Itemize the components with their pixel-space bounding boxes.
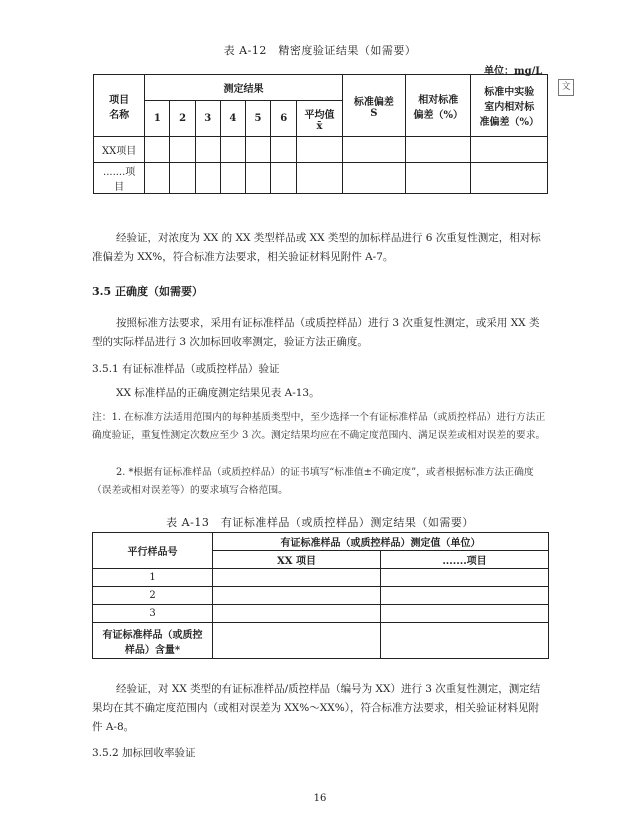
table-row: [93, 605, 549, 623]
header-rep-1: 1: [145, 101, 170, 137]
accuracy-conclusion: 经验证，对 XX 类型的有证标准样品/质控样品（编号为 XX）进行 3 次重复性测定，测定结果均在其不确定度范围内（或相对误差为 XX%～XX%），符合标准方法要求，相关验证材料见附件 A-8。: [92, 683, 541, 733]
table-row: [93, 587, 549, 605]
table12-caption: 表 A-12 精密度验证结果（如需要）: [223, 44, 417, 57]
header-mean: 平均值 x̄: [297, 101, 342, 137]
table-row: [93, 623, 549, 659]
row-label: 3: [93, 605, 213, 623]
table13-reference: XX 标准样品的正确度测定结果见表 A-13。: [116, 387, 320, 399]
header-item-name: 项目 名称: [94, 75, 145, 137]
precision-table: [93, 74, 548, 194]
header-rep-4: 4: [220, 101, 245, 137]
row-label: XX项目: [94, 137, 145, 163]
header-standard-deviation: 标准偏差 S: [342, 75, 405, 137]
header-rep-6: 6: [271, 101, 297, 137]
page-number: 16: [313, 793, 327, 804]
header-relative-sd: 相对标准 偏差（%）: [406, 75, 471, 137]
header-lab-relative-sd: 标准中实验 室内相对标 准偏差（%）: [471, 75, 548, 137]
section-3-5-2-heading: 3.5.2 加标回收率验证: [92, 747, 196, 759]
side-panel-icon[interactable]: 文: [558, 79, 574, 96]
row-label: 2: [93, 587, 213, 605]
header-rep-5: 5: [245, 101, 270, 137]
header-other-item: .......项目: [381, 551, 549, 569]
header-measured-values: 有证标准样品（或质控样品）测定值（单位）: [213, 533, 549, 551]
table13-caption: 表 A-13 有证标准样品（或质控样品）测定结果（如需要）: [166, 516, 474, 529]
row-label: 1: [93, 569, 213, 587]
header-sample-number: 平行样品号: [93, 533, 213, 569]
note-2: 2. *根据有证标准样品（或质控样品）的证书填写“标准值±不确定度”，或者根据标准方法正确度（误差或相对误差等）的要求填写合格范围。: [92, 467, 534, 496]
row-label-content: 有证标准样品（或质控 样品）含量*: [93, 623, 213, 659]
header-rep-2: 2: [170, 101, 195, 137]
precision-conclusion: 经验证，对浓度为 XX 的 XX 类型样品或 XX 类型的加标样品进行 6 次重复性测定，相对标准偏差为 XX%，符合标准方法要求，相关验证材料见附件 A-7。: [92, 232, 541, 263]
header-measurement-results: 测定结果: [145, 75, 342, 101]
row-label: .......项 目: [94, 163, 145, 194]
note-1: 注：1. 在标准方法适用范围内的每种基质类型中，至少选择一个有证标准样品（或质控样品）进行方法正确度验证，重复性测定次数应至少 3 次。测定结果均应在不确定度范围内、满足误差或相对误差的要求。: [92, 412, 546, 441]
header-rep-3: 3: [195, 101, 220, 137]
accuracy-intro: 按照标准方法要求，采用有证标准样品（或质控样品）进行 3 次重复性测定，或采用 XX 类型的实际样品进行 3 次加标回收率测定，验证方法正确度。: [92, 317, 540, 348]
table12-unit: 单位：mg/L: [484, 66, 543, 77]
header-xx-item: XX 项目: [213, 551, 381, 569]
table-row: [93, 569, 549, 587]
accuracy-table: [92, 532, 549, 659]
table-row: [94, 163, 548, 194]
section-3-5-heading: 3.5 正确度（如需要）: [92, 285, 203, 298]
table-row: [94, 137, 548, 163]
section-3-5-1-heading: 3.5.1 有证标准样品（或质控样品）验证: [92, 363, 280, 375]
